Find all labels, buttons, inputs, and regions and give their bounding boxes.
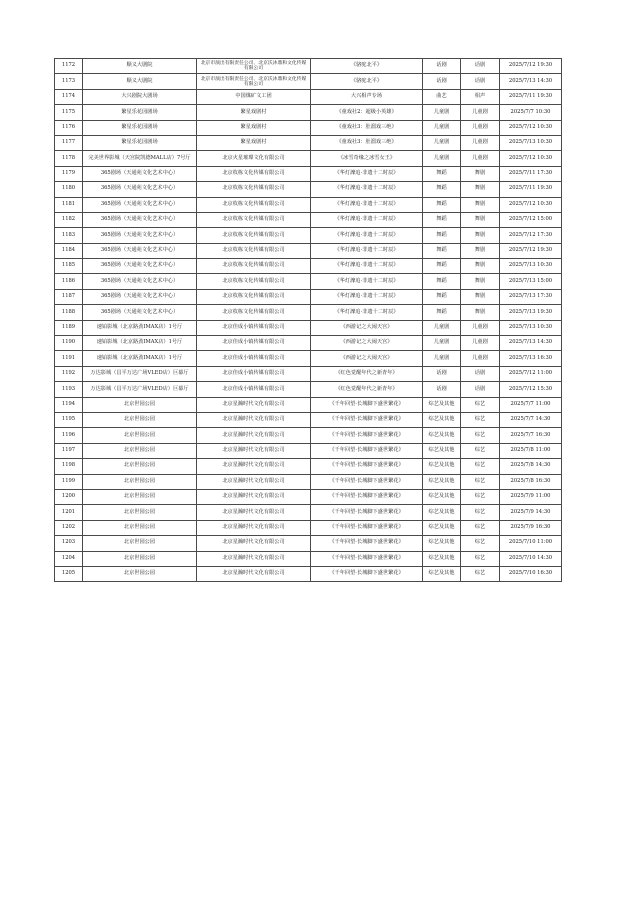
table-row <box>55 120 562 135</box>
cell-category: 话剧 <box>423 382 461 397</box>
table-row <box>55 566 562 581</box>
cell-venue: 北京世园公园 <box>83 551 197 566</box>
table-row <box>55 459 562 474</box>
cell-subcategory: 话剧 <box>461 74 500 89</box>
cell-datetime: 2025/7/13 16:30 <box>500 351 562 366</box>
table-row <box>55 166 562 181</box>
cell-category: 综艺及其他 <box>423 505 461 520</box>
cell-organizer: 北京星瀚时代文化有限公司 <box>197 459 311 474</box>
cell-category: 话剧 <box>423 59 461 74</box>
document-page <box>54 58 562 582</box>
table-row <box>55 397 562 412</box>
table-row <box>55 151 562 166</box>
cell-category: 舞蹈 <box>423 274 461 289</box>
table-row <box>55 474 562 489</box>
cell-subcategory: 儿童剧 <box>461 336 500 351</box>
cell-number: 1198 <box>55 459 83 474</box>
cell-venue: 北京世园公园 <box>83 443 197 458</box>
cell-venue: 北京世园公园 <box>83 520 197 535</box>
cell-subcategory: 综艺 <box>461 520 500 535</box>
cell-category: 舞蹈 <box>423 182 461 197</box>
cell-show-title: 《千年回望·长城脚下盛世繁花》 <box>311 566 423 581</box>
table-row <box>55 336 562 351</box>
cell-datetime: 2025/7/8 16:30 <box>500 474 562 489</box>
cell-category: 舞蹈 <box>423 243 461 258</box>
cell-organizer: 繁星戏剧村 <box>197 135 311 150</box>
cell-number: 1195 <box>55 412 83 427</box>
cell-subcategory: 综艺 <box>461 412 500 427</box>
cell-number: 1173 <box>55 74 83 89</box>
cell-number: 1201 <box>55 505 83 520</box>
cell-show-title: 《华灯灖追·非遗十二时辰》 <box>311 166 423 181</box>
cell-organizer: 北京市演出有限责任公司、北京沃沐鼎和文化传媒有限公司 <box>197 74 311 89</box>
cell-venue: 北京世园公园 <box>83 566 197 581</box>
cell-category: 话剧 <box>423 74 461 89</box>
cell-number: 1178 <box>55 151 83 166</box>
cell-subcategory: 综艺 <box>461 428 500 443</box>
cell-datetime: 2025/7/7 11:00 <box>500 397 562 412</box>
cell-show-title: 《红色觉醒年代之新青年》 <box>311 382 423 397</box>
cell-category: 综艺及其他 <box>423 412 461 427</box>
cell-organizer: 北京火星璀璨文化有限公司 <box>197 151 311 166</box>
cell-category: 综艺及其他 <box>423 474 461 489</box>
cell-datetime: 2025/7/12 10:30 <box>500 120 562 135</box>
cell-datetime: 2025/7/12 17:30 <box>500 228 562 243</box>
cell-venue: 北京世园公园 <box>83 474 197 489</box>
cell-number: 1194 <box>55 397 83 412</box>
cell-venue: 北京世园公园 <box>83 428 197 443</box>
cell-venue: 365剧场（天通苑文化艺术中心） <box>83 212 197 227</box>
cell-show-title: 《华灯灖追·非遗十二时辰》 <box>311 182 423 197</box>
cell-organizer: 北京星瀚时代文化有限公司 <box>197 428 311 443</box>
cell-category: 儿童剧 <box>423 120 461 135</box>
cell-venue: 北京世园公园 <box>83 536 197 551</box>
cell-category: 舞蹈 <box>423 212 461 227</box>
cell-subcategory: 舞剧 <box>461 182 500 197</box>
cell-venue: 大兴剧院大剧场 <box>83 89 197 104</box>
cell-show-title: 《华灯灖追·非遗十二时辰》 <box>311 228 423 243</box>
cell-datetime: 2025/7/13 15:00 <box>500 274 562 289</box>
cell-number: 1172 <box>55 59 83 74</box>
cell-subcategory: 舞剧 <box>461 274 500 289</box>
cell-show-title: 《千年回望·长城脚下盛世繁花》 <box>311 536 423 551</box>
cell-datetime: 2025/7/13 10:30 <box>500 259 562 274</box>
table-row <box>55 505 562 520</box>
cell-venue: 365剧场（天通苑文化艺术中心） <box>83 243 197 258</box>
table-body <box>55 59 562 582</box>
cell-datetime: 2025/7/12 19:30 <box>500 59 562 74</box>
cell-organizer: 北京枚栋文化传媒有限公司 <box>197 289 311 304</box>
cell-venue: 北京世园公园 <box>83 505 197 520</box>
cell-number: 1184 <box>55 243 83 258</box>
cell-number: 1190 <box>55 336 83 351</box>
cell-subcategory: 舞剧 <box>461 212 500 227</box>
cell-venue: 万达影城（昌平万达广场VLED店）巨幕厅 <box>83 366 197 381</box>
cell-organizer: 北京星瀚时代文化有限公司 <box>197 566 311 581</box>
cell-organizer: 北京枚栋文化传媒有限公司 <box>197 182 311 197</box>
cell-show-title: 《华灯灖追·非遗十二时辰》 <box>311 243 423 258</box>
cell-subcategory: 儿童剧 <box>461 120 500 135</box>
cell-show-title: 《华灯灖追·非遗十二时辰》 <box>311 289 423 304</box>
cell-number: 1187 <box>55 289 83 304</box>
cell-subcategory: 综艺 <box>461 536 500 551</box>
cell-show-title: 《冰雪奇缘之冰雪女王》 <box>311 151 423 166</box>
cell-organizer: 北京星瀚时代文化有限公司 <box>197 397 311 412</box>
cell-category: 综艺及其他 <box>423 459 461 474</box>
cell-number: 1203 <box>55 536 83 551</box>
cell-subcategory: 综艺 <box>461 505 500 520</box>
cell-organizer: 北京市演出有限责任公司、北京沃沐鼎和文化传媒有限公司 <box>197 59 311 74</box>
cell-category: 曲艺 <box>423 89 461 104</box>
cell-datetime: 2025/7/12 15:00 <box>500 212 562 227</box>
cell-organizer: 北京枚栋文化传媒有限公司 <box>197 212 311 227</box>
cell-show-title: 《华灯灖追·非遗十二时辰》 <box>311 212 423 227</box>
cell-venue: 繁星乐花园剧场 <box>83 120 197 135</box>
cell-subcategory: 舞剧 <box>461 305 500 320</box>
cell-show-title: 《西游记之大闹天宫》 <box>311 320 423 335</box>
cell-venue: 365剧场（天通苑文化艺术中心） <box>83 166 197 181</box>
cell-subcategory: 综艺 <box>461 474 500 489</box>
cell-show-title: 《华灯灖追·非遗十二时辰》 <box>311 274 423 289</box>
cell-number: 1202 <box>55 520 83 535</box>
cell-number: 1205 <box>55 566 83 581</box>
cell-show-title: 《童戏社3：肚溜戏三绝》 <box>311 120 423 135</box>
cell-venue: 365剧场（天通苑文化艺术中心） <box>83 274 197 289</box>
cell-show-title: 《骆驼北平》 <box>311 74 423 89</box>
cell-number: 1180 <box>55 182 83 197</box>
cell-venue: 365剧场（天通苑文化艺术中心） <box>83 182 197 197</box>
table-row <box>55 428 562 443</box>
cell-subcategory: 舞剧 <box>461 197 500 212</box>
cell-venue: 顺义大剧院 <box>83 74 197 89</box>
cell-datetime: 2025/7/13 19:30 <box>500 305 562 320</box>
cell-datetime: 2025/7/9 11:00 <box>500 489 562 504</box>
cell-category: 综艺及其他 <box>423 443 461 458</box>
cell-organizer: 北京枚栋文化传媒有限公司 <box>197 228 311 243</box>
cell-venue: 速铂影城（北京路劲IMAX店）1号厅 <box>83 320 197 335</box>
cell-datetime: 2025/7/9 16:30 <box>500 520 562 535</box>
cell-subcategory: 话剧 <box>461 59 500 74</box>
cell-datetime: 2025/7/7 14:30 <box>500 412 562 427</box>
cell-subcategory: 舞剧 <box>461 228 500 243</box>
cell-show-title: 《华灯灖追·非遗十二时辰》 <box>311 305 423 320</box>
cell-datetime: 2025/7/7 10:30 <box>500 105 562 120</box>
cell-category: 舞蹈 <box>423 166 461 181</box>
cell-number: 1199 <box>55 474 83 489</box>
cell-venue: 北京世园公园 <box>83 397 197 412</box>
cell-datetime: 2025/7/11 17:30 <box>500 166 562 181</box>
cell-number: 1186 <box>55 274 83 289</box>
cell-venue: 繁星乐花园剧场 <box>83 135 197 150</box>
cell-category: 综艺及其他 <box>423 489 461 504</box>
performance-schedule-table <box>54 58 562 582</box>
cell-venue: 完美世界影城（天宫院凯德MALL店）7号厅 <box>83 151 197 166</box>
cell-category: 儿童剧 <box>423 151 461 166</box>
table-row <box>55 320 562 335</box>
table-row <box>55 243 562 258</box>
cell-organizer: 中国煤矿文工团 <box>197 89 311 104</box>
cell-datetime: 2025/7/12 11:00 <box>500 366 562 381</box>
table-row <box>55 135 562 150</box>
cell-organizer: 北京佳成小镇传媒有限公司 <box>197 351 311 366</box>
cell-show-title: 《千年回望·长城脚下盛世繁花》 <box>311 520 423 535</box>
table-row <box>55 366 562 381</box>
cell-number: 1192 <box>55 366 83 381</box>
cell-venue: 365剧场（天通苑文化艺术中心） <box>83 197 197 212</box>
cell-organizer: 北京枚栋文化传媒有限公司 <box>197 243 311 258</box>
table-row <box>55 551 562 566</box>
cell-number: 1191 <box>55 351 83 366</box>
cell-category: 儿童剧 <box>423 336 461 351</box>
table-row <box>55 443 562 458</box>
cell-venue: 速铂影城（北京路劲IMAX店）1号厅 <box>83 351 197 366</box>
cell-show-title: 《童戏社2：超级小英雄》 <box>311 105 423 120</box>
cell-show-title: 《千年回望·长城脚下盛世繁花》 <box>311 551 423 566</box>
cell-venue: 速铂影城（北京路劲IMAX店）1号厅 <box>83 336 197 351</box>
cell-datetime: 2025/7/11 19:30 <box>500 89 562 104</box>
cell-subcategory: 儿童剧 <box>461 351 500 366</box>
cell-organizer: 北京星瀚时代文化有限公司 <box>197 489 311 504</box>
cell-number: 1182 <box>55 212 83 227</box>
cell-show-title: 《红色觉醒年代之新青年》 <box>311 366 423 381</box>
cell-category: 儿童剧 <box>423 320 461 335</box>
cell-datetime: 2025/7/7 16:30 <box>500 428 562 443</box>
table-row <box>55 105 562 120</box>
cell-number: 1189 <box>55 320 83 335</box>
cell-venue: 北京世园公园 <box>83 489 197 504</box>
cell-show-title: 《千年回望·长城脚下盛世繁花》 <box>311 443 423 458</box>
table-row <box>55 182 562 197</box>
cell-subcategory: 综艺 <box>461 443 500 458</box>
table-row <box>55 89 562 104</box>
table-row <box>55 74 562 89</box>
cell-number: 1197 <box>55 443 83 458</box>
cell-datetime: 2025/7/10 16:30 <box>500 566 562 581</box>
cell-number: 1185 <box>55 259 83 274</box>
cell-subcategory: 综艺 <box>461 489 500 504</box>
cell-number: 1177 <box>55 135 83 150</box>
cell-venue: 顺义大剧院 <box>83 59 197 74</box>
cell-number: 1175 <box>55 105 83 120</box>
cell-organizer: 北京佳成小镇传媒有限公司 <box>197 366 311 381</box>
cell-category: 舞蹈 <box>423 305 461 320</box>
cell-organizer: 北京星瀚时代文化有限公司 <box>197 443 311 458</box>
cell-organizer: 北京枚栋文化传媒有限公司 <box>197 197 311 212</box>
cell-category: 综艺及其他 <box>423 536 461 551</box>
table-row <box>55 59 562 74</box>
cell-show-title: 《西游记之大闹天宫》 <box>311 351 423 366</box>
cell-datetime: 2025/7/10 11:00 <box>500 536 562 551</box>
cell-organizer: 北京星瀚时代文化有限公司 <box>197 412 311 427</box>
cell-subcategory: 舞剧 <box>461 259 500 274</box>
cell-show-title: 《千年回望·长城脚下盛世繁花》 <box>311 412 423 427</box>
cell-datetime: 2025/7/10 14:30 <box>500 551 562 566</box>
cell-show-title: 《千年回望·长城脚下盛世繁花》 <box>311 397 423 412</box>
cell-number: 1188 <box>55 305 83 320</box>
cell-category: 综艺及其他 <box>423 428 461 443</box>
cell-datetime: 2025/7/12 10:30 <box>500 197 562 212</box>
table-row <box>55 305 562 320</box>
cell-subcategory: 综艺 <box>461 397 500 412</box>
cell-category: 综艺及其他 <box>423 551 461 566</box>
cell-show-title: 《骆驼北平》 <box>311 59 423 74</box>
cell-category: 综艺及其他 <box>423 397 461 412</box>
cell-subcategory: 相声 <box>461 89 500 104</box>
cell-organizer: 北京星瀚时代文化有限公司 <box>197 536 311 551</box>
cell-subcategory: 话剧 <box>461 382 500 397</box>
cell-organizer: 北京星瀚时代文化有限公司 <box>197 551 311 566</box>
cell-category: 舞蹈 <box>423 289 461 304</box>
cell-datetime: 2025/7/12 15:30 <box>500 382 562 397</box>
table-row <box>55 289 562 304</box>
cell-subcategory: 综艺 <box>461 566 500 581</box>
cell-datetime: 2025/7/12 19:30 <box>500 243 562 258</box>
cell-subcategory: 综艺 <box>461 551 500 566</box>
table-row <box>55 228 562 243</box>
cell-category: 综艺及其他 <box>423 520 461 535</box>
cell-show-title: 《千年回望·长城脚下盛世繁花》 <box>311 459 423 474</box>
cell-datetime: 2025/7/11 19:30 <box>500 182 562 197</box>
table-row <box>55 351 562 366</box>
cell-venue: 365剧场（天通苑文化艺术中心） <box>83 305 197 320</box>
cell-subcategory: 舞剧 <box>461 166 500 181</box>
cell-number: 1183 <box>55 228 83 243</box>
cell-venue: 繁星乐花园剧场 <box>83 105 197 120</box>
cell-venue: 365剧场（天通苑文化艺术中心） <box>83 259 197 274</box>
cell-venue: 北京世园公园 <box>83 412 197 427</box>
cell-subcategory: 舞剧 <box>461 243 500 258</box>
table-row <box>55 274 562 289</box>
table-row <box>55 197 562 212</box>
cell-show-title: 《华灯灖追·非遗十二时辰》 <box>311 259 423 274</box>
cell-organizer: 北京星瀚时代文化有限公司 <box>197 505 311 520</box>
cell-number: 1204 <box>55 551 83 566</box>
table-row <box>55 412 562 427</box>
cell-datetime: 2025/7/12 10:30 <box>500 151 562 166</box>
cell-organizer: 北京枚栋文化传媒有限公司 <box>197 259 311 274</box>
cell-organizer: 北京佳成小镇传媒有限公司 <box>197 382 311 397</box>
cell-number: 1176 <box>55 120 83 135</box>
cell-category: 舞蹈 <box>423 228 461 243</box>
cell-organizer: 北京枚栋文化传媒有限公司 <box>197 166 311 181</box>
cell-organizer: 北京枚栋文化传媒有限公司 <box>197 274 311 289</box>
cell-subcategory: 儿童剧 <box>461 151 500 166</box>
cell-category: 舞蹈 <box>423 259 461 274</box>
cell-number: 1174 <box>55 89 83 104</box>
cell-show-title: 《千年回望·长城脚下盛世繁花》 <box>311 428 423 443</box>
table-row <box>55 489 562 504</box>
cell-number: 1181 <box>55 197 83 212</box>
cell-datetime: 2025/7/13 14:30 <box>500 74 562 89</box>
cell-show-title: 《千年回望·长城脚下盛世繁花》 <box>311 489 423 504</box>
cell-venue: 万达影城（昌平万达广场VLED店）巨幕厅 <box>83 382 197 397</box>
cell-subcategory: 儿童剧 <box>461 135 500 150</box>
cell-category: 舞蹈 <box>423 197 461 212</box>
table-row <box>55 212 562 227</box>
cell-organizer: 北京星瀚时代文化有限公司 <box>197 520 311 535</box>
cell-show-title: 《童戏社3：肚溜戏三绝》 <box>311 135 423 150</box>
cell-venue: 北京世园公园 <box>83 459 197 474</box>
cell-subcategory: 话剧 <box>461 366 500 381</box>
cell-category: 儿童剧 <box>423 105 461 120</box>
cell-datetime: 2025/7/13 10:30 <box>500 320 562 335</box>
table-row <box>55 259 562 274</box>
cell-organizer: 繁星戏剧村 <box>197 105 311 120</box>
cell-show-title: 《西游记之大闹天宫》 <box>311 336 423 351</box>
cell-datetime: 2025/7/13 10:30 <box>500 135 562 150</box>
cell-venue: 365剧场（天通苑文化艺术中心） <box>83 228 197 243</box>
cell-category: 话剧 <box>423 366 461 381</box>
cell-datetime: 2025/7/9 14:30 <box>500 505 562 520</box>
table-row <box>55 520 562 535</box>
cell-number: 1196 <box>55 428 83 443</box>
cell-subcategory: 儿童剧 <box>461 105 500 120</box>
cell-show-title: 大兴相声专场 <box>311 89 423 104</box>
cell-subcategory: 儿童剧 <box>461 320 500 335</box>
table-row <box>55 536 562 551</box>
cell-datetime: 2025/7/13 17:30 <box>500 289 562 304</box>
cell-organizer: 北京佳成小镇传媒有限公司 <box>197 336 311 351</box>
cell-category: 儿童剧 <box>423 135 461 150</box>
cell-venue: 365剧场（天通苑文化艺术中心） <box>83 289 197 304</box>
cell-show-title: 《千年回望·长城脚下盛世繁花》 <box>311 505 423 520</box>
cell-number: 1200 <box>55 489 83 504</box>
cell-number: 1193 <box>55 382 83 397</box>
cell-datetime: 2025/7/8 14:30 <box>500 459 562 474</box>
cell-datetime: 2025/7/13 14:30 <box>500 336 562 351</box>
cell-organizer: 北京枚栋文化传媒有限公司 <box>197 305 311 320</box>
cell-subcategory: 综艺 <box>461 459 500 474</box>
cell-organizer: 北京星瀚时代文化有限公司 <box>197 474 311 489</box>
cell-category: 儿童剧 <box>423 351 461 366</box>
cell-show-title: 《千年回望·长城脚下盛世繁花》 <box>311 474 423 489</box>
table-row <box>55 382 562 397</box>
cell-datetime: 2025/7/8 11:00 <box>500 443 562 458</box>
cell-number: 1179 <box>55 166 83 181</box>
cell-organizer: 繁星戏剧村 <box>197 120 311 135</box>
cell-subcategory: 舞剧 <box>461 289 500 304</box>
cell-show-title: 《华灯灖追·非遗十二时辰》 <box>311 197 423 212</box>
cell-category: 综艺及其他 <box>423 566 461 581</box>
cell-organizer: 北京佳成小镇传媒有限公司 <box>197 320 311 335</box>
